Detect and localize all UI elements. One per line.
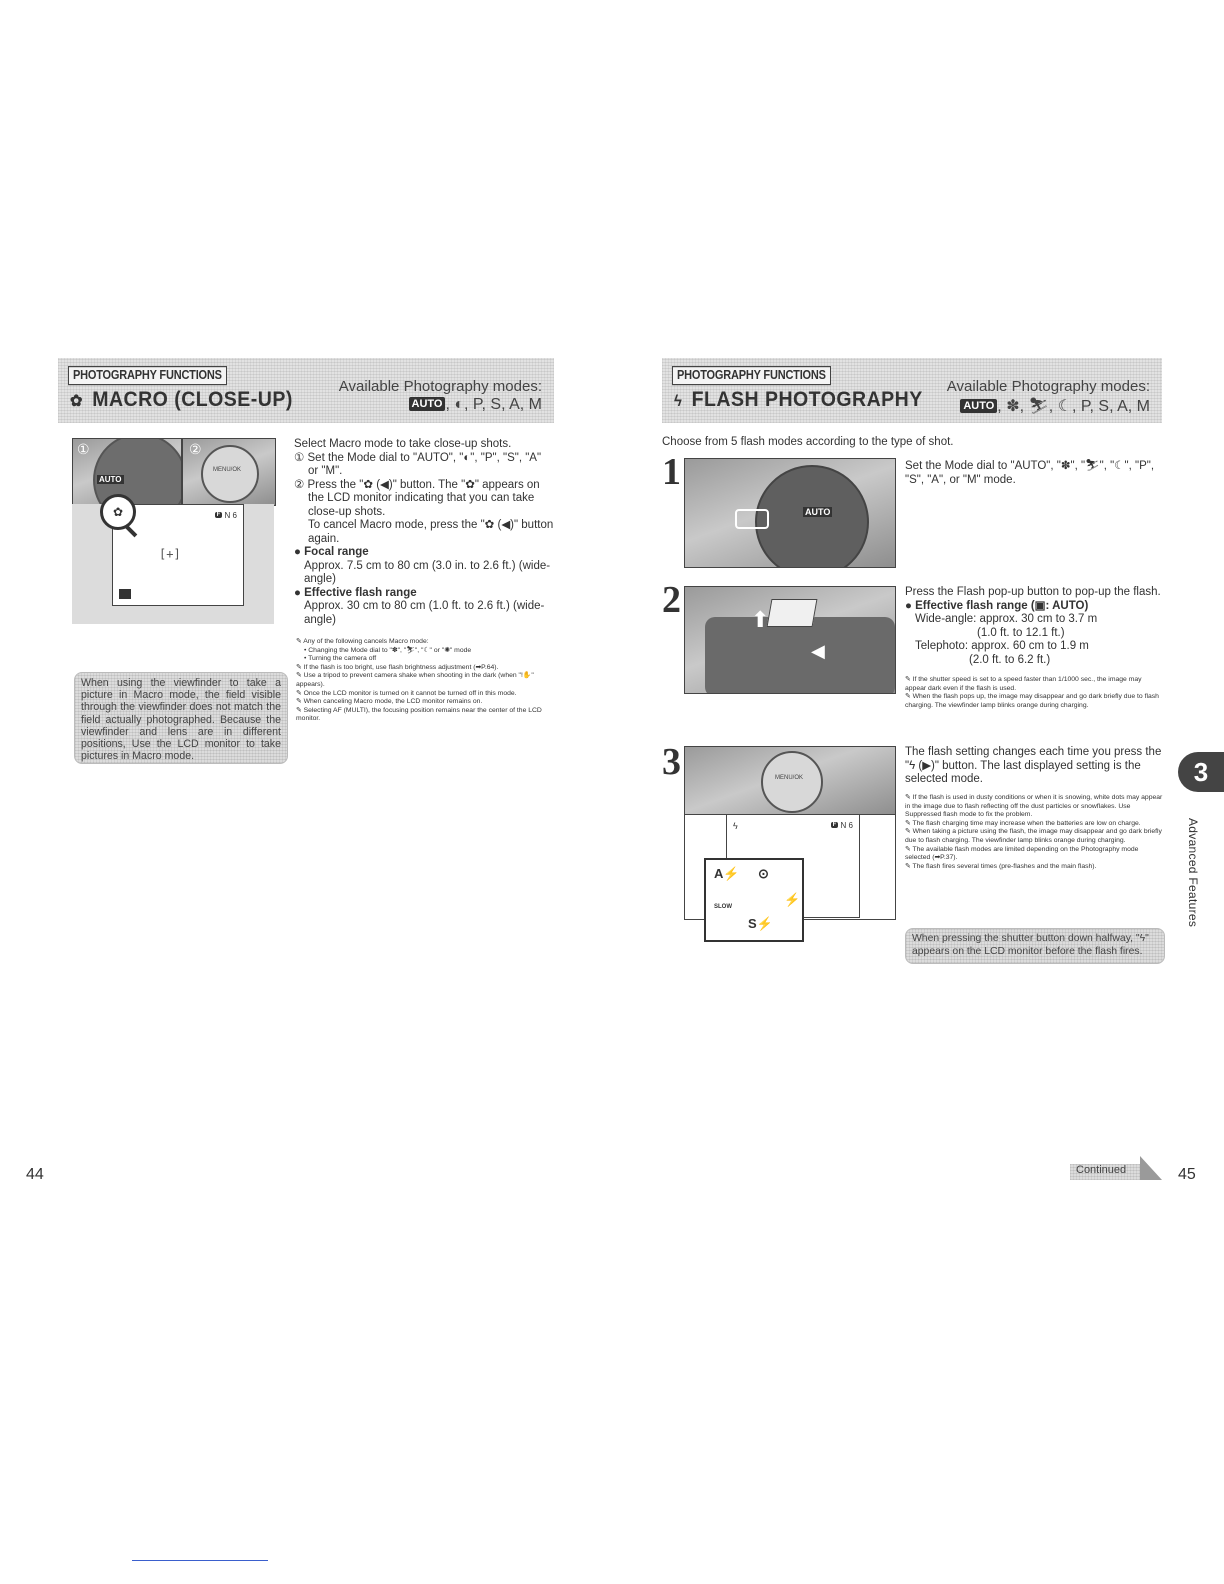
flash-tip-box: [905, 928, 1165, 964]
dial-pointer-icon: [735, 509, 769, 529]
note: • Changing the Mode dial to "✽", "⛷", "☾" or "✺" mode: [304, 646, 472, 654]
continued-marker: [1070, 1156, 1162, 1182]
step-1-text: Set the Mode dial to "AUTO", "✽", "⛷", "☾", "P", "S", "A", or "M" mode.: [905, 460, 1155, 486]
flash-redeye-icon: ⊙: [758, 866, 769, 881]
left-available-modes: AUTO , ◐, P, S, A, M: [409, 396, 542, 414]
macro-tip-text: When using the viewfinder to take a picture in Macro mode, the field visible through the viewfinder does not match the field actually photographed. Because the viewfinder and lens are in different positions, Use the LCD monitor to take pictures in Macro mode.: [81, 677, 281, 763]
macro-intro: Select Macro mode to take close-up shots.: [294, 438, 512, 450]
right-category-tag: PHOTOGRAPHY FUNCTIONS: [672, 366, 831, 385]
lcd-quality-icon: F: [216, 512, 221, 518]
step-2-photo: [684, 586, 896, 694]
note: ✎ When canceling Macro mode, the LCD monitor remains on.: [296, 698, 483, 706]
four-way-button-icon: [761, 751, 823, 813]
note: ✎ Once the LCD monitor is turned on it cannot be turned off in this mode.: [296, 689, 517, 697]
note: ✎ The available flash modes are limited depending on the Photography mode selected (➡P.37).: [905, 845, 1139, 862]
macro-cancel: To cancel Macro mode, press the "✿ (◀)" button again.: [308, 519, 554, 545]
step-1-number: 1: [662, 451, 681, 493]
note: ✎ If the shutter speed is set to a speed faster than 1/1000 sec., the image may appear dark even if the flash is used.: [905, 676, 1142, 692]
right-header-band: [662, 358, 1162, 423]
left-page-title: ✿ MACRO (CLOSE-UP): [70, 388, 293, 411]
focal-range-title: ● Focal range: [294, 546, 369, 558]
macro-step-2: ② Press the "✿ (◀)" button. The "✿" appears on the LCD monitor indicating that you can take close-up shots.: [294, 478, 540, 518]
callout-2: ②: [189, 441, 202, 457]
step-2-number: 2: [662, 579, 681, 621]
left-header-band: [58, 358, 554, 423]
dial-auto-label: AUTO: [99, 475, 122, 484]
flash-tip-text: When pressing the shutter button down halfway, "ϟ" appears on the LCD monitor before the flash fires.: [912, 933, 1149, 957]
flash-range-text: Approx. 30 cm to 80 cm (1.0 ft. to 2.6 ft.) (wide-angle): [304, 600, 545, 626]
note: ✎ Selecting AF (MULTI), the focusing position remains near the center of the LCD monitor.: [296, 706, 542, 723]
step-3-number: 3: [662, 741, 681, 783]
step-2-wide-ft: (1.0 ft. to 12.1 ft.): [977, 626, 1065, 639]
callout-1: ①: [77, 441, 90, 457]
note: ✎ When taking a picture using the flash, the image may disappear and go dark briefly due to flash charging. The viewfinder lamp blinks orange during charging.: [905, 828, 1162, 844]
continued-label: Continued: [1076, 1164, 1127, 1176]
right-available-label: Available Photography modes:: [946, 378, 1150, 395]
step-2-tele: Telephoto: approx. 60 cm to 1.9 m: [915, 640, 1089, 652]
auto-mode-badge: AUTO: [409, 397, 446, 411]
lcd-mode-icon: [119, 589, 131, 599]
lcd-quality-icon: F: [832, 822, 837, 828]
note: ✎ The flash fires several times (pre-flashes and the main flash).: [905, 862, 1097, 870]
lcd-flash-icon: ϟ: [733, 821, 738, 831]
step-2-notes: [905, 676, 1163, 710]
flash-mode-cycle-diagram: [704, 858, 804, 942]
left-available-label: Available Photography modes:: [338, 378, 542, 395]
macro-instructions: [294, 438, 554, 627]
focal-range-text: Approx. 7.5 cm to 80 cm (3.0 in. to 2.6 ft.) (wide-angle): [304, 559, 551, 585]
lcd-counter: F N 6: [216, 511, 237, 520]
up-arrow-icon: ⬆: [751, 607, 770, 632]
step-3-text: The flash setting changes each time you press the "ϟ (▶)" button. The last displayed setting is the selected mode.: [905, 746, 1162, 785]
note: ✎ If the flash is used in dusty conditions or when it is snowing, white dots may appear in the image due to flash reflecting off the dust particles or snowflakes. Use Suppressed flash mode to fix the problem.: [905, 794, 1163, 819]
macro-flower-icon: ✿: [70, 393, 83, 410]
step-2-wide: Wide-angle: approx. 30 cm to 3.7 m: [915, 613, 1098, 625]
dial-auto-label: AUTO: [805, 507, 831, 517]
flash-slow-label: SLOW: [714, 904, 732, 910]
lcd-counter: F N 6: [832, 821, 853, 830]
chapter-label: Advanced Features: [1186, 818, 1200, 928]
right-page-title: ϟ FLASH PHOTOGRAPHY: [674, 388, 923, 411]
step-1-photo: [684, 458, 896, 568]
step-2-flash-range-title: ● Effective flash range (▣: AUTO): [905, 599, 1089, 612]
right-page-number: 45: [1178, 1166, 1196, 1183]
flash-intro: Choose from 5 flash modes according to the type of shot.: [662, 436, 954, 448]
continued-arrow-icon: [1140, 1156, 1162, 1180]
step-3-notes: [905, 794, 1163, 871]
flash-forced-icon: ⚡: [784, 892, 801, 907]
left-page-number: 44: [26, 1166, 44, 1183]
macro-step-1: ① Set the Mode dial to "AUTO", "◐", "P", "S", "A" or "M".: [294, 451, 542, 477]
step-2-text: Press the Flash pop-up button to pop-up the flash. ● Effective flash range (▣: AUTO) Wide-angle: approx. 30 cm to 3.7 m (1.0 ft. to 12.1 ft.) Telephoto: approx. 60 cm to 1.9 m (2.0 ft. to 6.2 ft.): [905, 586, 1163, 667]
note: ✎ When the flash pops up, the image may disappear and go dark briefly due to flash charging. The viewfinder lamp blinks orange during charging.: [905, 693, 1159, 709]
button-photo: [182, 438, 276, 506]
note: ✎ Any of the following cancels Macro mode:: [296, 638, 429, 645]
auto-mode-badge: AUTO: [960, 399, 997, 413]
left-category-tag: PHOTOGRAPHY FUNCTIONS: [68, 366, 227, 385]
magnifier-icon: ✿: [100, 494, 140, 534]
menu-ok-label: MENU/OK: [213, 467, 242, 473]
step-3-button-photo: [684, 746, 896, 816]
af-frame-icon: [+]: [159, 547, 181, 561]
macro-notes: [296, 638, 554, 724]
flash-range-title: ● Effective flash range: [294, 586, 417, 599]
macro-tip-box: [74, 672, 288, 764]
flash-bolt-icon: ϟ: [674, 393, 683, 410]
right-available-modes: AUTO , ✽, ⛷, ☾, P, S, A, M: [960, 396, 1150, 416]
four-way-button-icon: [201, 445, 259, 503]
note: ✎ If the flash is too bright, use flash brightness adjustment (➡P.64).: [296, 663, 499, 671]
flash-auto-icon: A⚡: [714, 866, 740, 881]
note: ✎ Use a tripod to prevent camera shake when shooting in the dark (when "!✋" appears).: [296, 672, 534, 688]
flash-suppressed-icon: S⚡: [748, 916, 773, 931]
note: • Turning the camera off: [304, 655, 377, 663]
note: ✎ The flash charging time may increase when the batteries are low on charge.: [905, 819, 1141, 827]
chapter-tab: 3: [1178, 752, 1224, 792]
flash-unit-icon: [767, 599, 818, 627]
menu-ok-label: MENU/OK: [775, 775, 804, 781]
camera-body-icon: [705, 617, 895, 694]
pointer-arrow-icon: ◀: [811, 641, 825, 661]
step-2-tele-ft: (2.0 ft. to 6.2 ft.): [969, 653, 1051, 666]
bottom-rule: [132, 1560, 268, 1561]
